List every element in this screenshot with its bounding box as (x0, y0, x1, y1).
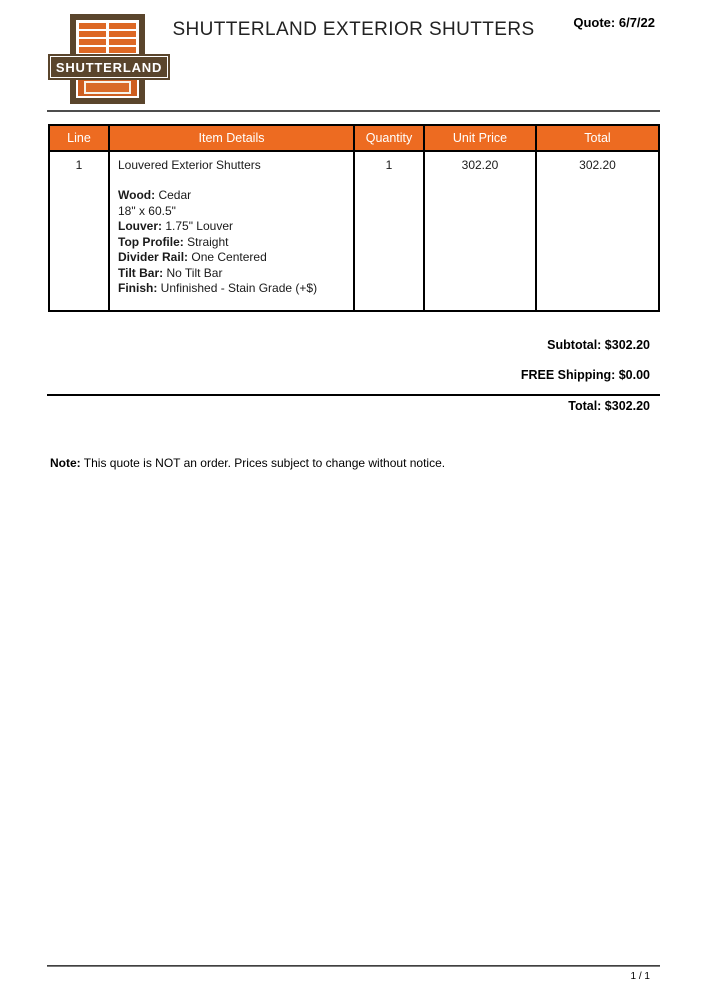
detail-tilt-bar: Tilt Bar: No Tilt Bar (118, 265, 223, 280)
logo-banner-text: SHUTTERLAND (50, 56, 168, 78)
shutter-bottom-panel (78, 79, 137, 96)
detail-finish: Finish: Unfinished - Stain Grade (+$) (118, 281, 318, 295)
quote-items-table (48, 124, 660, 312)
logo-banner (48, 54, 170, 80)
detail-wood: Wood: Cedar (118, 188, 192, 202)
column-header-total: Total (536, 125, 659, 151)
cell-total: 302.20 (536, 151, 659, 311)
column-header-item-details: Item Details (109, 125, 354, 151)
disclaimer-note (50, 456, 445, 470)
detail-top-profile: Top Profile: Straight (118, 234, 229, 249)
header-divider (47, 110, 660, 112)
item-title: Louvered Exterior Shutters (118, 158, 261, 172)
page-number: 1 / 1 (630, 971, 650, 982)
footer-divider (47, 965, 660, 967)
column-header-quantity: Quantity (354, 125, 424, 151)
note-label: Note: (50, 456, 81, 470)
cell-line-number: 1 (49, 151, 109, 311)
detail-divider-rail: Divider Rail: One Centered (118, 250, 267, 264)
cell-item-details (109, 151, 354, 311)
column-header-unit-price: Unit Price (424, 125, 536, 151)
note-text: This quote is NOT an order. Prices subject to change without notice. (80, 456, 446, 470)
quote-date: Quote: 6/7/22 (573, 15, 655, 30)
shipping-amount: FREE Shipping: $0.00 (520, 368, 650, 382)
item-detail-list (118, 188, 347, 297)
column-header-line: Line (49, 125, 109, 151)
detail-louver: Louver: 1.75" Louver (118, 219, 233, 233)
total-amount: Total: $302.20 (568, 399, 650, 413)
cell-quantity: 1 (354, 151, 424, 311)
page-title: SHUTTERLAND EXTERIOR SHUTTERS (172, 19, 535, 40)
table-header-row (49, 125, 659, 151)
table-row (49, 151, 659, 311)
detail-size: 18" x 60.5" (118, 203, 176, 218)
total-divider (47, 394, 660, 396)
cell-unit-price: 302.20 (424, 151, 536, 311)
subtotal-amount: Subtotal: $302.20 (547, 338, 650, 352)
